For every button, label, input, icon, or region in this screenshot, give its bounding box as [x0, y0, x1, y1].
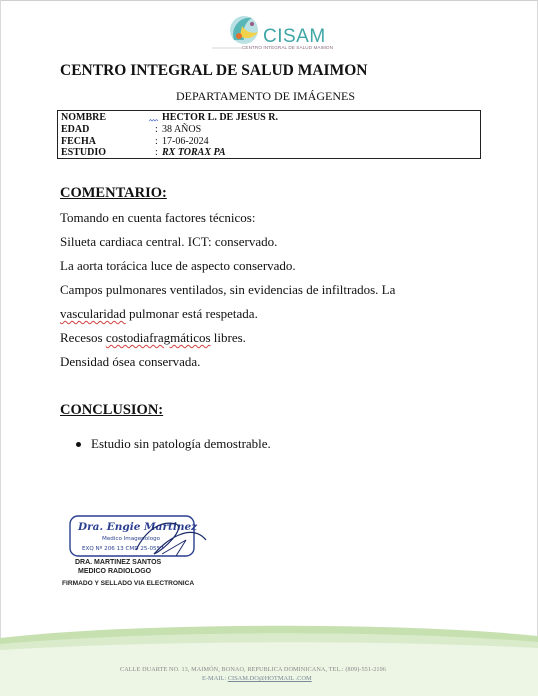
text-run: libres. — [210, 330, 246, 345]
footer-address: CALLE DUARTE NO. 13, MAIMÓN, BONAO, REPUBLICA DOMINICANA, TEL.: (809)-551-2196 — [120, 666, 386, 673]
comentario-line: Tomando en cuenta factores técnicos: — [60, 210, 256, 225]
page-title: CENTRO INTEGRAL DE SALUD MAIMON — [60, 62, 368, 79]
info-label: NOMBRE — [61, 112, 106, 123]
footer-email-link[interactable]: CISAM.DO@HOTMAIL .COM — [227, 675, 312, 682]
bullet-icon — [76, 442, 81, 447]
comentario-heading: COMENTARIO: — [60, 185, 167, 201]
info-label: FECHA — [61, 136, 96, 147]
info-value: HECTOR L. DE JESUS R. — [162, 112, 278, 123]
info-value: 38 AÑOS — [162, 124, 202, 135]
doctor-role: MEDICO RADIOLOGO — [78, 568, 152, 575]
text-run: pulmonar está respetada. — [125, 306, 258, 321]
footer-wave — [0, 610, 538, 696]
comentario-line: Densidad ósea conservada. — [60, 354, 201, 369]
footer-email-prefix: E-MAIL: — [202, 675, 228, 682]
spellcheck-squiggle-icon — [149, 119, 159, 122]
info-label: EDAD — [61, 124, 90, 135]
page-border-top — [0, 0, 538, 1]
comentario-line — [60, 306, 258, 322]
conclusion-text: Estudio sin patología demostrable. — [91, 436, 271, 451]
comentario-line — [60, 330, 246, 346]
info-colon: : — [155, 136, 158, 147]
department-title: DEPARTAMENTO DE IMÁGENES — [176, 89, 355, 103]
patient-info-box — [57, 110, 481, 159]
comentario-line: La aorta torácica luce de aspecto conservado. — [60, 258, 296, 273]
doctor-name: DRA. MARTINEZ SANTOS — [75, 559, 162, 566]
comentario-line: Campos pulmonares ventilados, sin evidencias de infiltrados. La — [60, 282, 396, 297]
stamp-exequatur: EXQ Nº 206 13 CMD 25-0557 — [82, 546, 164, 552]
stamp-name: Dra. Engie Martinez — [78, 521, 198, 533]
page-border-left — [0, 0, 1, 696]
spellcheck-word: costodiafragmáticos — [105, 330, 211, 345]
stamp-role: Medico Imagenologo — [102, 536, 161, 542]
signature-note: FIRMADO Y SELLADO VIA ELECTRONICA — [62, 580, 195, 587]
info-label: ESTUDIO — [61, 147, 107, 158]
info-value: RX TORAX PA — [162, 147, 226, 158]
logo-subtext: CENTRO INTEGRAL DE SALUD MAIMON — [242, 45, 333, 50]
spellcheck-word: vascularidad — [60, 306, 126, 321]
conclusion-heading: CONCLUSION: — [60, 402, 164, 418]
info-colon: : — [155, 124, 158, 135]
logo-text: CISAM — [263, 26, 326, 47]
info-colon: : — [155, 147, 158, 158]
info-value: 17-06-2024 — [162, 136, 209, 147]
footer-email — [202, 675, 312, 682]
comentario-line: Silueta cardiaca central. ICT: conservado. — [60, 234, 278, 249]
text-run: Recesos — [60, 330, 106, 345]
